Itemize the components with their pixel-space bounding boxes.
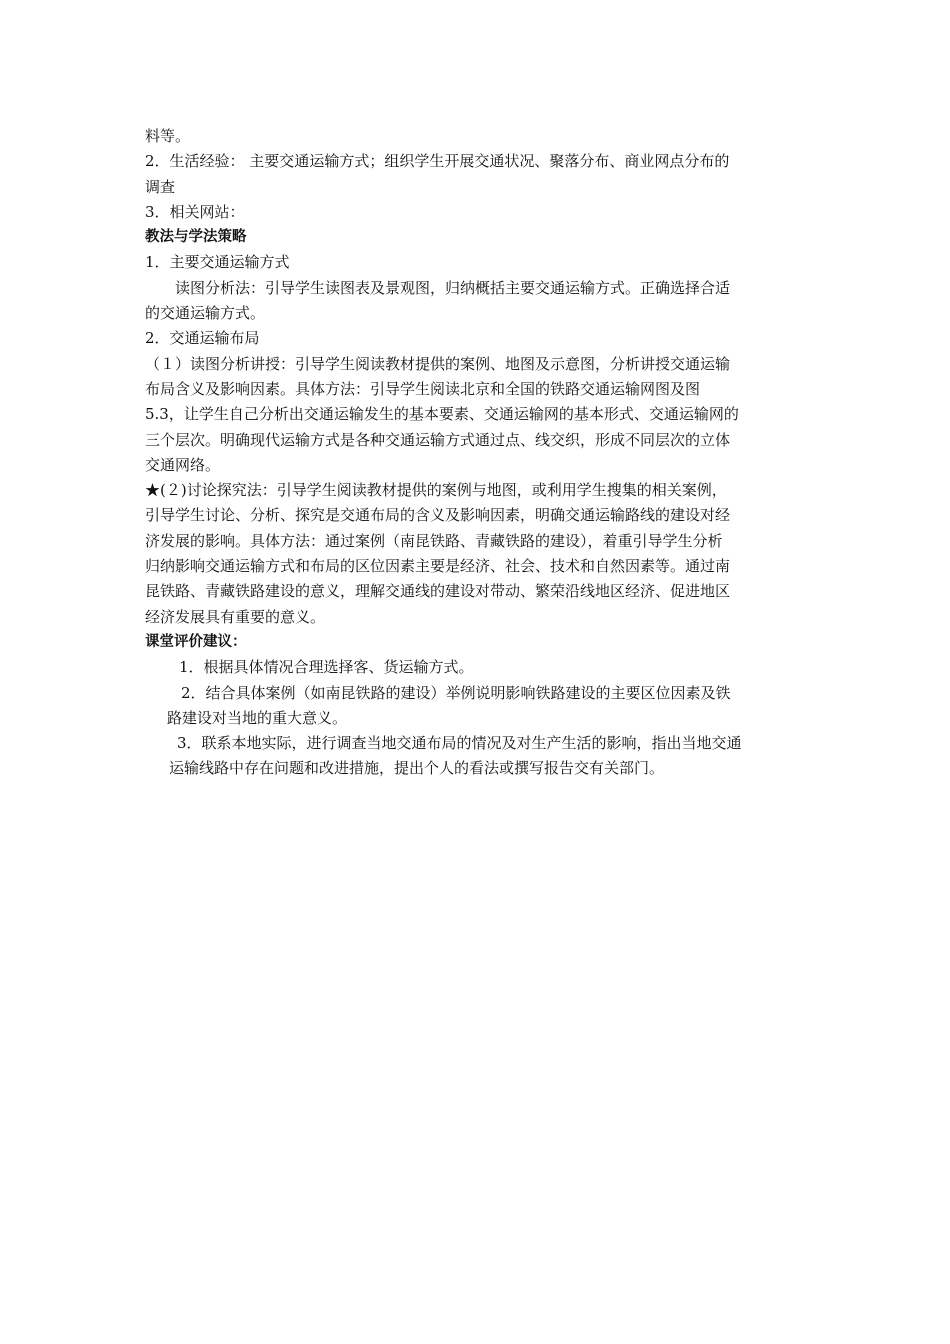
text-line: 3．相关网站： <box>145 202 245 221</box>
text-line: 引导学生讨论、分析、探究是交通布局的含义及影响因素，明确交通运输路线的建设对经 <box>145 506 731 525</box>
text-line: 经济发展具有重要的意义。 <box>145 607 326 626</box>
section-heading-evaluation: 课堂评价建议： <box>145 633 247 650</box>
section-heading-teaching-strategy: 教法与学法策略 <box>145 229 247 246</box>
text-line: 归纳影响交通运输方式和布局的区位因素主要是经济、社会、技术和自然因素等。通过南 <box>145 557 731 576</box>
document-body <box>145 124 810 782</box>
text-line: 3．联系本地实际，进行调查当地交通布局的情况及对生产生活的影响，指出当地交通 <box>177 734 742 753</box>
text-line: 布局含义及影响因素。具体方法：引导学生阅读北京和全国的铁路交通运输网图及图 <box>145 379 701 398</box>
text-line: 2．生活经验： 主要交通运输方式；组织学生开展交通状况、聚落分布、商业网点分布的 <box>145 152 730 171</box>
text-line: 5.3，让学生自己分析出交通运输发生的基本要素、交通运输网的基本形式、交通运输网的 <box>145 405 739 424</box>
text-line: 昆铁路、青藏铁路建设的意义，理解交通线的建设对带动、繁荣沿线地区经济、促进地区 <box>145 582 731 601</box>
text-line: 济发展的影响。具体方法：通过案例（南昆铁路、青藏铁路的建设），着重引导学生分析 <box>145 531 723 550</box>
text-line: 2．结合具体案例（如南昆铁路的建设）举例说明影响铁路建设的主要区位因素及铁 <box>181 683 731 702</box>
text-line: 料等。 <box>145 127 191 145</box>
text-line: 运输线路中存在问题和改进措施，提出个人的看法或撰写报告交有关部门。 <box>169 759 665 778</box>
text-line: 三个层次。明确现代运输方式是各种交通运输方式通过点、线交织，形成不同层次的立体 <box>145 430 731 449</box>
text-line: 调查 <box>145 177 176 196</box>
text-line: 的交通运输方式。 <box>145 304 266 323</box>
text-line: 1．主要交通运输方式 <box>145 253 290 272</box>
text-line: （１）读图分析讲授：引导学生阅读教材提供的案例、地图及示意图，分析讲授交通运输 <box>145 354 731 373</box>
text-line: 交通网络。 <box>145 455 221 474</box>
text-line: ★(２)讨论探究法：引导学生阅读教材提供的案例与地图，或利用学生搜集的相关案例， <box>145 481 727 500</box>
text-line: 读图分析法：引导学生读图表及景观图，归纳概括主要交通运输方式。正确选择合适 <box>175 278 731 297</box>
text-line: 1．根据具体情况合理选择客、货运输方式。 <box>179 658 474 677</box>
text-line: 2．交通运输布局 <box>145 329 260 348</box>
text-line: 路建设对当地的重大意义。 <box>167 708 348 727</box>
